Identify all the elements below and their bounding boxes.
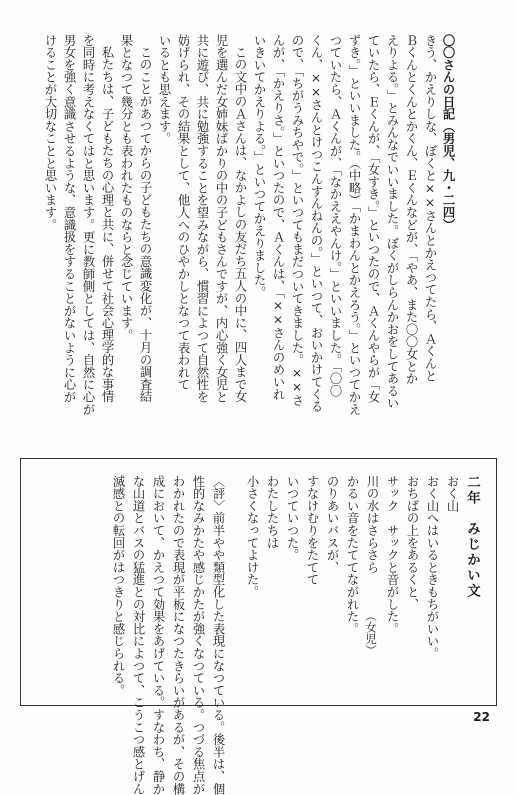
poem-line: おちばの上をあるくと、 xyxy=(405,475,419,611)
poem-line: すなけむりをたてて xyxy=(305,475,319,586)
comment-line: 成において、かえつて効果をあげている。すなわち、静か xyxy=(151,475,165,795)
paragraph-line: 私たちは、子どもたちの心理と共に、併せて社会心理学的な事情 xyxy=(100,46,114,403)
diary-section xyxy=(40,34,458,454)
paragraph-line: このことがあつてからの子どもたちの意識変化が、十月の調査結 xyxy=(138,46,152,403)
diary-line: いきいてかえりよる。」といつてかえりました。 xyxy=(252,34,266,299)
paragraph-line: を同時に考えなくてはと思います。更に教師側としては、自然に心が xyxy=(81,34,95,416)
paragraph-line: けることが大切なことと思います。 xyxy=(43,34,57,231)
paragraph-line: 児を選んだ女姉妹ばかりの中の子どもさんですが、内心強く女児と xyxy=(214,34,228,403)
paragraph-line: この文中のＡさんは、なかよしの友だち五人の中に、四人まで女 xyxy=(233,46,247,403)
diary-line: えりよる。」とみんなでいいました。ぼくがしらんかおをしてあるい xyxy=(385,34,399,410)
poem-line: かるい音をたててながれた。 xyxy=(345,475,359,635)
poem-line: サック サックと音がした。 xyxy=(385,475,399,635)
poem-line: 川の水はさらさら xyxy=(365,475,379,574)
diary-line: ずき。」といいました。（中略）「かまわんとかえろう。」といつてかえ xyxy=(347,34,361,416)
page-number: 22 xyxy=(473,710,490,724)
poem-line: 小さくなってよけた。 xyxy=(245,475,259,598)
comment-line: な山道とバスの猛進との対比によつて、こうこつ感とげん xyxy=(131,475,145,795)
comment-line: わかれたので表現が平板になつたきらいがあるが、その構 xyxy=(171,475,185,795)
poem-line: わたしたちは xyxy=(265,475,279,549)
comment-line: 性的なみかたや感じかたが強くなつている。つづる焦点が xyxy=(191,475,205,795)
poem-line: のりあいバスが、 xyxy=(325,475,339,574)
paragraph-line: 妨げられ、その結果として、他人へのひやかしとなつて表われて xyxy=(176,34,190,391)
paragraph-line: 男女を強く意識させるような、意識扱をすることがないように心が xyxy=(62,34,76,403)
comment-line: 滅感との転回がはつきりと感じられる。 xyxy=(111,475,125,697)
diary-line: んが、「かえりさ。」といつたので、Ａくんは、「××さんのめいれ xyxy=(271,34,285,401)
comment-line: 〈評〉前半やや類型化した表現になつている。後半は、個 xyxy=(211,475,225,795)
diary-line: ていたら、Ｅくんが、「女すき。」といつたので、Ａくんやらが「女 xyxy=(366,34,380,403)
poem-line: いつていつた。 xyxy=(285,475,299,562)
diary-line: ので、「ちがうみちやで。」といつてもまだついてきました。××さ xyxy=(290,34,304,407)
diary-heading: 〇〇さんの日記（男児、九・二四） xyxy=(441,34,456,231)
poem-title: おく山 xyxy=(445,475,459,512)
paragraph-line: 共に遊び、共に勉強することを望みながら、慣習によつて自然性を xyxy=(195,34,209,403)
diary-line: きう、かえりしな、ぼくと××さんとかえつてたら、Ａくんと xyxy=(423,34,437,382)
poem-spacer xyxy=(228,475,242,699)
poem-line: おく山へはいるときもちがいい。 xyxy=(425,475,439,660)
diary-line: くん、××さんとけつこんすんねんの。」といつて、おいかけてくる xyxy=(309,34,323,413)
poem-author: （女児） xyxy=(364,610,378,656)
diary-line: Ｂくんとくんとかくん、Ｅくんなどが、「やあ、また〇〇女とか xyxy=(404,34,418,385)
paragraph-line: いるとも思えます。 xyxy=(157,34,171,145)
poem-grade-title: 二年 みじかい文 xyxy=(464,475,480,599)
paragraph-line: 果となつて幾分とも表われたものならと念じています。 xyxy=(119,34,133,342)
diary-line: つていたら、Ａくんが、「なかええやんけ。」といいました。「〇〇 xyxy=(328,34,342,397)
